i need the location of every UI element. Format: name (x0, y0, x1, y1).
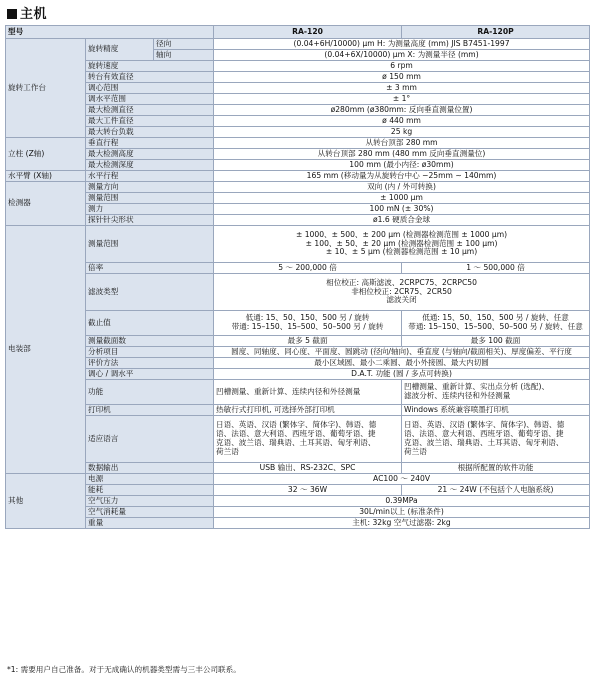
row-value: (0.04+6H/10000) μm H: 为测量高度 (mm) JIS B7451-1997 (214, 39, 590, 50)
header-model-1: RA-120 (214, 26, 402, 39)
row-value: ø280mm (ø380mm: 反向垂直测量位置) (214, 105, 590, 116)
value-line: 语、法语、意大利语、西班牙语、葡萄牙语、捷 (404, 429, 564, 439)
row-value: AC100 ～ 240V (214, 474, 590, 485)
spec-table (5, 25, 590, 529)
value-line: 滤波分析、连续内径和外径测量 (404, 391, 511, 400)
value-line: 荷兰语 (216, 446, 239, 456)
row-label: 测力 (86, 204, 214, 215)
table-row (6, 311, 590, 336)
table-row (6, 83, 590, 94)
row-value: ø 440 mm (214, 116, 590, 127)
page-title: 主机 (7, 3, 47, 22)
row-value: 从转台顶部 280 mm (480 mm 反向垂直测量位) (214, 149, 590, 160)
row-label: 能耗 (86, 485, 214, 496)
row-value: 1 ～ 500,000 倍 (402, 263, 590, 274)
row-value: 100 mN (± 30%) (214, 204, 590, 215)
table-row (6, 215, 590, 226)
row-value (402, 416, 590, 463)
row-label: 最大检测直径 (86, 105, 214, 116)
row-label: 测量截面数 (86, 336, 214, 347)
row-label: 测量方向 (86, 182, 214, 193)
table-row (6, 116, 590, 127)
table-row (6, 226, 590, 263)
row-value: ø1.6 硬质合金球 (214, 215, 590, 226)
table-row (6, 358, 590, 369)
row-value: 凹槽测量、重新计算、连续内径和外径测量 (214, 380, 402, 405)
table-row (6, 463, 590, 474)
table-row (6, 182, 590, 193)
row-sublabel: 径向 (154, 39, 214, 50)
table-row (6, 127, 590, 138)
table-row (6, 507, 590, 518)
row-value: ± 3 mm (214, 83, 590, 94)
row-value: 最多 5 截面 (214, 336, 402, 347)
table-row (6, 94, 590, 105)
row-value: 双向 (内 / 外可转换) (214, 182, 590, 193)
row-value: 最多 100 截面 (402, 336, 590, 347)
row-label: 空气消耗量 (86, 507, 214, 518)
row-label: 最大转台负载 (86, 127, 214, 138)
row-label: 数据输出 (86, 463, 214, 474)
row-label: 重量 (86, 518, 214, 529)
table-row (6, 39, 590, 50)
row-value: 主机: 32kg 空气过滤器: 2kg (214, 518, 590, 529)
row-value: 5 ～ 200,000 倍 (214, 263, 402, 274)
row-value: 21 ～ 24W (不包括个人电脑系统) (402, 485, 590, 496)
row-value (214, 226, 590, 263)
row-label: 最大工件直径 (86, 116, 214, 127)
row-value (402, 311, 590, 336)
category-rotary: 旋转工作台 (6, 39, 86, 138)
value-line: 语、法语、意大利语、西班牙语、葡萄牙语、捷 (216, 429, 376, 439)
row-value: 热敏行式打印机, 可选择外部打印机 (214, 405, 402, 416)
row-label: 旋转速度 (86, 61, 214, 72)
category-detector: 检测器 (6, 182, 86, 226)
row-value: 25 kg (214, 127, 590, 138)
row-label: 功能 (86, 380, 214, 405)
value-line: ± 10、± 5 μm (检测器检测范围 ± 10 μm) (325, 247, 478, 257)
row-value: 6 rpm (214, 61, 590, 72)
table-row (6, 72, 590, 83)
row-value: (0.04+6X/10000) μm X: 为测量半径 (mm) (214, 50, 590, 61)
value-line: 带通: 15–150、15–500、50–500 另 / 旋转、任意 (408, 322, 583, 331)
row-value: 100 mm (最小内径: ø30mm) (214, 160, 590, 171)
table-row (6, 138, 590, 149)
value-line: 低通: 15、50、150、500 另 / 旋转、任意 (422, 313, 569, 323)
value-line: ± 100、± 50、± 20 μm (检测器检测范围 ± 100 μm) (305, 238, 498, 248)
row-label: 测量范围 (86, 226, 214, 263)
row-label: 分析项目 (86, 347, 214, 358)
table-row (6, 204, 590, 215)
row-label: 打印机 (86, 405, 214, 416)
row-label: 探针针尖形状 (86, 215, 214, 226)
header-label: 型号 (6, 26, 214, 39)
value-line: 带通: 15–150、15–500、50–500 另 / 旋转 (231, 322, 384, 331)
row-label: 调心范围 (86, 83, 214, 94)
value-line: 荷兰语 (404, 446, 427, 456)
row-value: USB 输出、RS-232C、SPC (214, 463, 402, 474)
row-value: 最小区域圆、最小二乘圆、最小外接圆、最大内切圆 (214, 358, 590, 369)
category-other: 其他 (6, 474, 86, 529)
row-label: 倍率 (86, 263, 214, 274)
row-label: 滤波类型 (86, 274, 214, 311)
table-row (6, 105, 590, 116)
row-label: 最大检测高度 (86, 149, 214, 160)
category-column: 立柱 (Z轴) (6, 138, 86, 171)
row-label: 截止值 (86, 311, 214, 336)
row-label: 最大检测深度 (86, 160, 214, 171)
row-label: 电源 (86, 474, 214, 485)
row-value: 32 ～ 36W (214, 485, 402, 496)
table-row (6, 380, 590, 405)
value-line: 日语、英语、汉语 (繁体字、简体字)、韩语、德 (216, 420, 377, 430)
table-row (6, 485, 590, 496)
square-bullet-icon (7, 9, 17, 19)
row-value (402, 380, 590, 405)
value-line: 低通: 15、50、150、500 另 / 旋转 (245, 313, 370, 323)
table-header-row (6, 26, 590, 39)
table-row (6, 369, 590, 380)
row-label: 水平行程 (86, 171, 214, 182)
value-line: 凹槽测量、重新计算、实出点分析 (选配)、 (404, 382, 550, 392)
table-row (6, 474, 590, 485)
value-line: 滤波关闭 (386, 295, 417, 305)
table-row (6, 518, 590, 529)
footnote: *1: 需要用户自己准备。对于无成确认的机器类型需与三丰公司联系。 (7, 665, 241, 674)
table-row (6, 263, 590, 274)
category-electrical: 电装部 (6, 226, 86, 474)
row-label: 调心 / 调水平 (86, 369, 214, 380)
row-label: 评价方法 (86, 358, 214, 369)
table-row (6, 171, 590, 182)
row-value: 0.39MPa (214, 496, 590, 507)
row-value (214, 416, 402, 463)
row-value: 30L/min以上 (标准条件) (214, 507, 590, 518)
table-row (6, 496, 590, 507)
row-value: 165 mm (移动量为从旋转台中心 −25mm ~ 140mm) (214, 171, 590, 182)
table-row (6, 405, 590, 416)
table-row (6, 160, 590, 171)
value-line: ± 1000、± 500、± 200 μm (检测器检测范围 ± 1000 μm) (295, 229, 508, 239)
value-line: 克语、波兰语、瑞典语、土耳其语、匈牙利语、 (216, 438, 376, 447)
row-value (214, 274, 590, 311)
table-row (6, 193, 590, 204)
table-row (6, 336, 590, 347)
table-row (6, 416, 590, 463)
value-line: 日语、英语、汉语 (繁体字、简体字)、韩语、德 (404, 420, 565, 430)
value-line: 非相位校正: 2CR75、2CR50 (351, 286, 452, 296)
row-label: 调水平范围 (86, 94, 214, 105)
row-value: ± 1° (214, 94, 590, 105)
value-line: 相位校正: 高斯滤波、2CRPC75、2CRPC50 (326, 277, 477, 287)
row-value (214, 311, 402, 336)
table-row (6, 274, 590, 311)
row-value: Windows 系统兼容喷墨打印机 (402, 405, 590, 416)
value-line: 克语、波兰语、瑞典语、土耳其语、匈牙利语、 (404, 438, 564, 447)
row-label: 测量范围 (86, 193, 214, 204)
row-sublabel: 轴向 (154, 50, 214, 61)
row-value: ± 1000 μm (214, 193, 590, 204)
row-label: 适应语言 (86, 416, 214, 463)
row-label: 垂直行程 (86, 138, 214, 149)
table-row (6, 347, 590, 358)
row-value: 从转台顶部 280 mm (214, 138, 590, 149)
table-row (6, 149, 590, 160)
table-row (6, 61, 590, 72)
header-model-2: RA-120P (402, 26, 590, 39)
row-value: D.A.T. 功能 (圆 / 多点可转换) (214, 369, 590, 380)
row-value: 根据所配置的软件功能 (402, 463, 590, 474)
row-value: 圆度、同轴度、同心度、平面度、圆跳动 (径向/轴向)、垂直度 (与轴向/截面相关)、厚度偏差、平行度 (214, 347, 590, 358)
row-label: 转台有效直径 (86, 72, 214, 83)
category-arm: 水平臂 (X轴) (6, 171, 86, 182)
row-label: 空气压力 (86, 496, 214, 507)
row-label: 旋转精度 (86, 39, 154, 61)
row-value: ø 150 mm (214, 72, 590, 83)
